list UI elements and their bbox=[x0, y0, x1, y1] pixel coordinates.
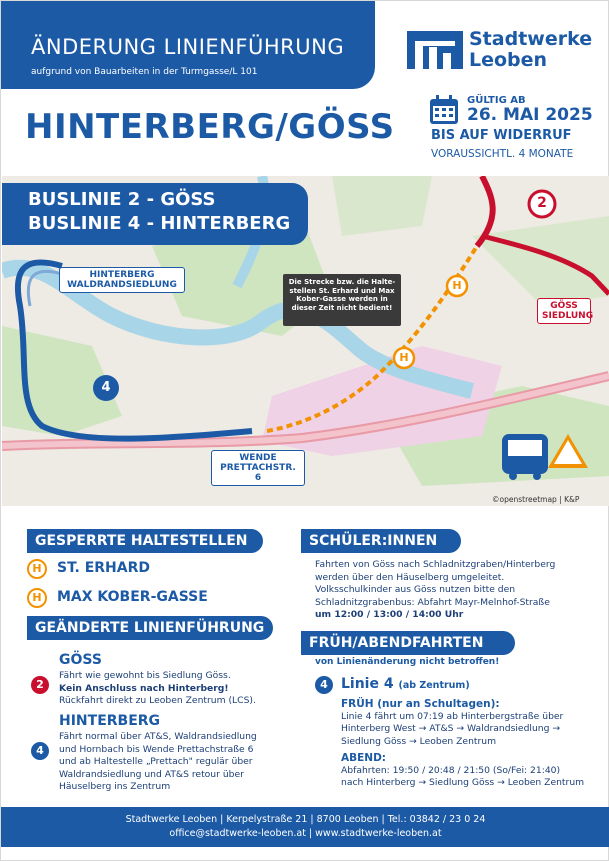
early-text bbox=[341, 698, 603, 790]
goess-title: GÖSS bbox=[59, 652, 102, 668]
early-line3: Siedlung Göss → Leoben Zentrum bbox=[341, 735, 497, 747]
early-late-line-badge: 4 bbox=[315, 676, 333, 694]
valid-label: GÜLTIG AB bbox=[467, 95, 526, 106]
students-line2: werden über den Häuselberg umgeleitet. bbox=[315, 571, 505, 583]
students-line4: Schladnitzgrabenbus: Abfahrt Mayr-Melnhof-Straße bbox=[315, 596, 550, 608]
hinterberg-text bbox=[59, 731, 291, 794]
label-goess-line2: SIEDLUNG bbox=[542, 311, 594, 321]
hinterberg-line5: Häuselberg ins Zentrum bbox=[59, 781, 171, 792]
main-title: HINTERBERG/GÖSS bbox=[25, 107, 395, 147]
closure-callout: Die Strecke bzw. die Halte-stellen St. Erhard und Max Kober-Gasse werden in dieser Zeit nicht bedient! bbox=[283, 274, 401, 326]
line-box-1: BUSLINIE 2 - GÖSS bbox=[28, 189, 216, 210]
line-box-2: BUSLINIE 4 - HINTERBERG bbox=[28, 213, 291, 234]
valid-duration: VORAUSSICHTL. 4 MONATE bbox=[431, 148, 574, 160]
line-box bbox=[2, 183, 308, 245]
early-line1: Linie 4 fährt um 07:19 ab Hinterbergstraße über bbox=[341, 710, 564, 722]
closed-stops-heading: GESPERRTE HALTESTELLEN bbox=[27, 529, 263, 553]
evening-title: ABEND: bbox=[341, 752, 387, 764]
logo-line-2: Leoben bbox=[469, 49, 548, 71]
label-waldrand-line1: HINTERBERG bbox=[89, 270, 155, 280]
students-line1: Fahrten von Göss nach Schladnitzgraben/Hinterberg bbox=[315, 559, 556, 570]
calendar-icon bbox=[429, 95, 459, 125]
hinterberg-line4: Waldrandsiedlung und AT&S retour über bbox=[59, 768, 244, 780]
hinterberg-line1: Fährt normal über AT&S, Waldrandsiedlung bbox=[59, 731, 257, 742]
early-line2: Hinterberg West → AT&S → Waldrandsiedlung → bbox=[341, 723, 561, 734]
hinterberg-line-badge: 4 bbox=[31, 742, 49, 760]
students-line3: Volksschulkinder aus Göss nutzen bitte den bbox=[315, 584, 516, 595]
goess-line2: Kein Anschluss nach Hinterberg! bbox=[59, 682, 229, 694]
label-waldrand-line2: WALDRANDSIEDLUNG bbox=[67, 280, 177, 290]
line-4-title: Linie 4 bbox=[341, 676, 394, 692]
logo-line-1: Stadtwerke bbox=[469, 28, 593, 50]
label-wende bbox=[211, 450, 305, 486]
changed-route-heading: GEÄNDERTE LINIENFÜHRUNG bbox=[27, 616, 273, 640]
goess-line1: Fährt wie gewohnt bis Siedlung Göss. bbox=[59, 670, 231, 681]
label-goess-line1: GÖSS bbox=[550, 301, 578, 311]
header-title: ÄNDERUNG LINIENFÜHRUNG bbox=[31, 35, 345, 59]
label-goess-siedlung bbox=[537, 298, 594, 324]
map-badge-4: 4 bbox=[101, 380, 111, 395]
valid-until: BIS AUF WIDERRUF bbox=[431, 128, 572, 143]
map-stop-max-kober: H bbox=[452, 279, 462, 292]
goess-line3: Rückfahrt direkt zu Leoben Zentrum (LCS). bbox=[59, 695, 256, 706]
map-stop-st-erhard: H bbox=[399, 351, 409, 364]
students-text bbox=[315, 559, 601, 622]
label-wende-line2: PRETTACHSTR. 6 bbox=[220, 463, 296, 483]
valid-date: 26. MAI 2025 bbox=[467, 105, 593, 125]
footer-contact: office@stadtwerke-leoben.at | www.stadtwerke-leoben.at bbox=[169, 828, 442, 839]
closed-stop-name: ST. ERHARD bbox=[57, 560, 150, 576]
stadtwerke-logo bbox=[407, 27, 593, 73]
stop-h-icon: H bbox=[27, 588, 47, 608]
label-waldrandsiedlung bbox=[59, 267, 185, 293]
logo-icon bbox=[407, 31, 463, 69]
header-band bbox=[1, 1, 375, 89]
line-4-sub: (ab Zentrum) bbox=[398, 680, 470, 691]
hinterberg-line3: und ab Haltestelle „Prettach" regulär über bbox=[59, 756, 253, 767]
map-badge-2: 2 bbox=[537, 195, 547, 211]
header-subtitle: aufgrund von Bauarbeiten in der Turmgasse/L 101 bbox=[31, 67, 258, 77]
label-wende-line1: WENDE bbox=[239, 453, 277, 463]
students-heading: SCHÜLER:INNEN bbox=[301, 529, 461, 553]
evening-line1: Abfahrten: 19:50 / 20:48 / 21:50 (So/Fei: 21:40) bbox=[341, 764, 561, 776]
early-late-line-title bbox=[341, 676, 470, 692]
evening-line2: nach Hinterberg → Siedlung Göss → Leoben Zentrum bbox=[341, 777, 585, 788]
goess-line-badge: 2 bbox=[31, 676, 49, 694]
hinterberg-line2: und Hornbach bis Wende Prettachstraße 6 bbox=[59, 743, 254, 755]
stop-h-icon: H bbox=[27, 559, 47, 579]
early-title: FRÜH (nur an Schultagen): bbox=[341, 698, 500, 710]
early-late-heading: FRÜH/ABENDFAHRTEN bbox=[301, 631, 515, 655]
students-line5: um 12:00 / 13:00 / 14:00 Uhr bbox=[315, 609, 464, 620]
early-late-note: von Linienänderung nicht betroffen! bbox=[315, 657, 500, 667]
hinterberg-title: HINTERBERG bbox=[59, 713, 161, 729]
footer bbox=[1, 807, 609, 847]
closed-stop-name: MAX KOBER-GASSE bbox=[57, 589, 208, 605]
footer-address: Stadtwerke Leoben | Kerpelystraße 21 | 8700 Leoben | Tel.: 03842 / 23 0 24 bbox=[125, 814, 486, 825]
map-credit: ©openstreetmap | K&P bbox=[492, 495, 580, 504]
goess-text bbox=[59, 670, 289, 708]
